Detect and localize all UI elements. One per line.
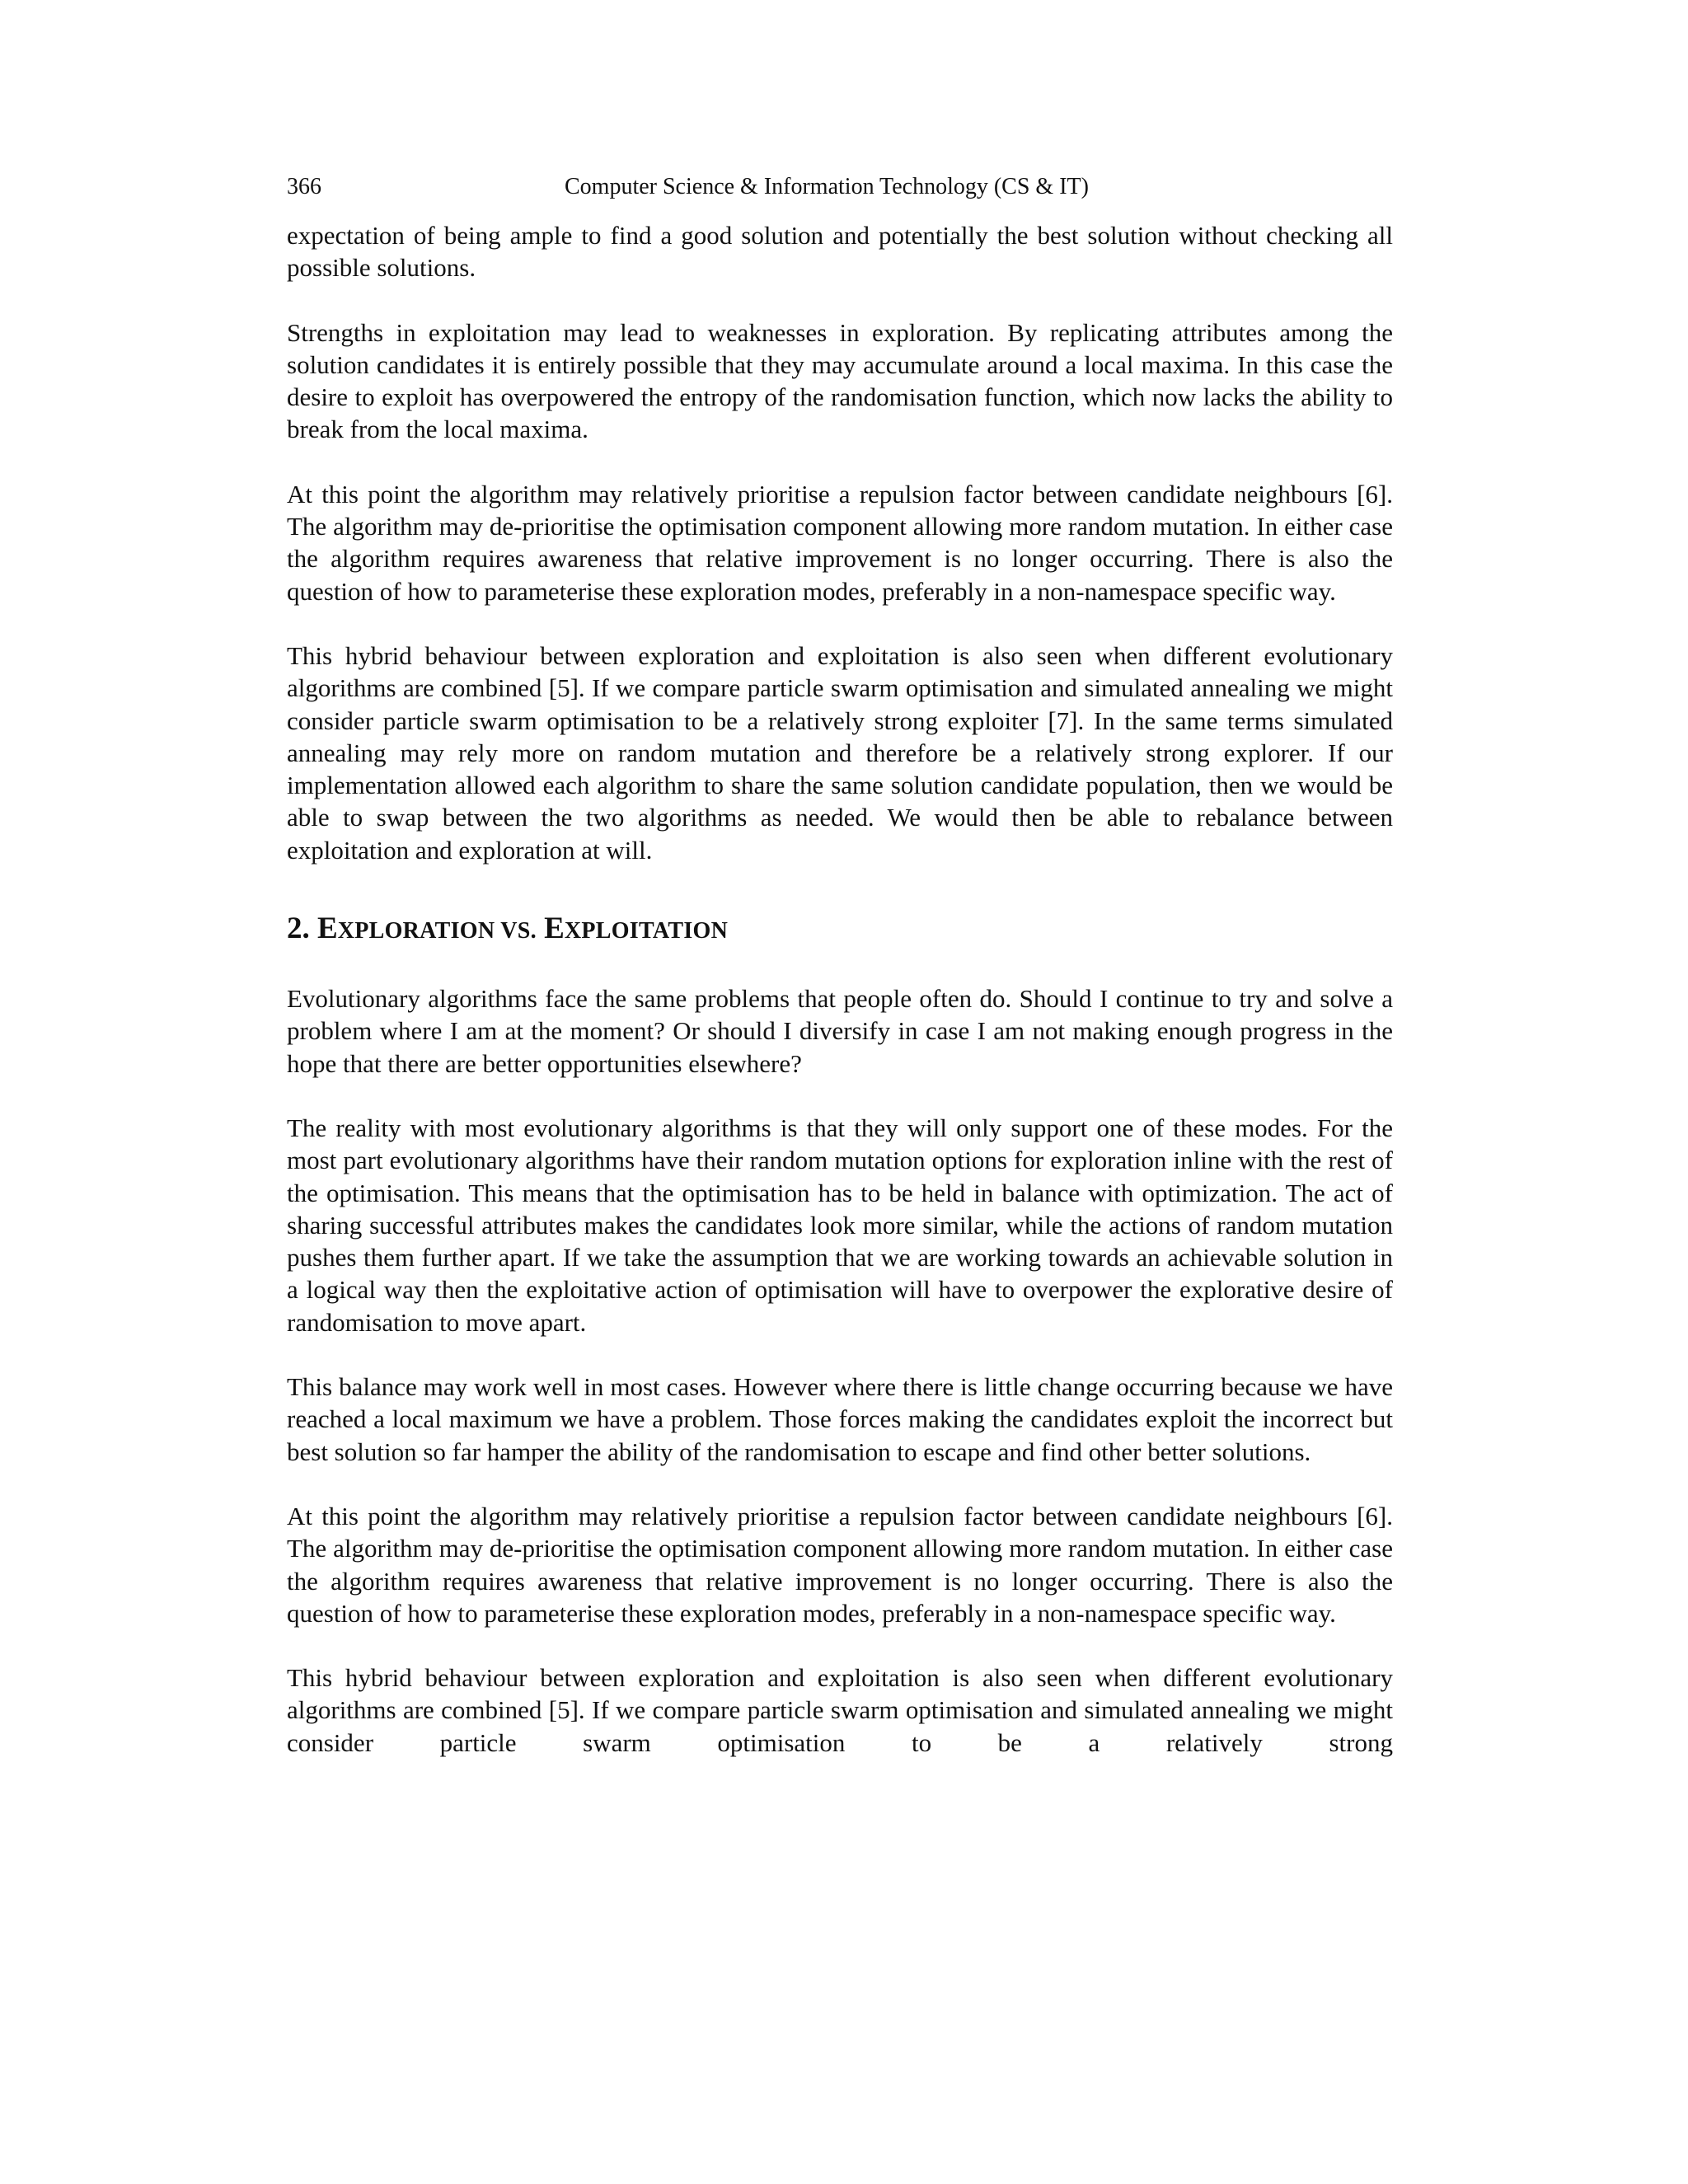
paragraph-intro-2: Strengths in exploitation may lead to weaknesses in exploration. By replicating attributes among the solution candidates it is entirely possible that they may accumulate around a local maxima. In this case the desire to exploit has overpowered the entropy of the randomisation function, which now lacks the ability to break from the local maxima.	[287, 317, 1393, 444]
paragraph-section-5: This hybrid behaviour between exploration and exploitation is also seen when different evolutionary algorithms are combined [5]. If we compare particle swarm optimisation and simulated annealing we might consider particle swarm optimisation to be a relatively strong	[287, 1663, 1393, 1757]
section-number: 2.	[287, 912, 310, 946]
paragraph-section-3: This balance may work well in most cases. However where there is little change occurring because we have reached a local maximum we have a problem. Those forces making the candidates exploit the incorrect but best solution so far hamper the ability of the randomisation to escape and find other better solutions.	[287, 1372, 1393, 1466]
page-number: 366	[287, 174, 321, 199]
running-header	[287, 170, 1393, 204]
paragraph-intro-1: expectation of being ample to find a good solution and potentially the best solution without checking all possible solutions.	[287, 221, 1393, 283]
paragraph-intro-4: This hybrid behaviour between exploration and exploitation is also seen when different evolutionary algorithms are combined [5]. If we compare particle swarm optimisation and simulated annealing we might consider particle swarm optimisation to be a relatively strong exploiter [7]. In the same terms simulated annealing may rely more on random mutation and therefore be a relatively strong explorer. If our implementation allowed each algorithm to share the same solution candidate population, then we would be able to swap between the two algorithms as needed. We would then be able to rebalance between exploitation and exploration at will.	[287, 640, 1393, 865]
journal-title: Computer Science & Information Technology (CS & IT)	[565, 174, 1089, 199]
paragraph-section-4: At this point the algorithm may relatively prioritise a repulsion factor between candidate neighbours [6]. The algorithm may de-prioritise the optimisation component allowing more random mutation. In either case the algorithm requires awareness that relative improvement is no longer occurring. There is also the question of how to parameterise these exploration modes, preferably in a non-namespace specific way.	[287, 1501, 1393, 1628]
page-content	[287, 170, 1393, 1759]
heading-rest-2: XPLOITATION	[564, 918, 729, 944]
paragraph-intro-3: At this point the algorithm may relatively prioritise a repulsion factor between candidate neighbours [6]. The algorithm may de-prioritise the optimisation component allowing more random mutation. In either case the algorithm requires awareness that relative improvement is no longer occurring. There is also the question of how to parameterise these exploration modes, preferably in a non-namespace specific way.	[287, 479, 1393, 606]
paragraph-section-2: The reality with most evolutionary algorithms is that they will only support one of these modes. For the most part evolutionary algorithms have their random mutation options for exploration inline with the rest of the optimisation. This means that the optimisation has to be held in balance with optimization. The act of sharing successful attributes makes the candidates look more similar, while the actions of random mutation pushes them further apart. If we take the assumption that we are working towards an achievable solution in a logical way then the exploitative action of optimisation will have to overpower the explorative desire of randomisation to move apart.	[287, 1113, 1393, 1337]
section-heading	[287, 909, 1393, 951]
paragraph-section-1: Evolutionary algorithms face the same problems that people often do. Should I continue to try and solve a problem where I am at the moment? Or should I diversify in case I am not making enough progress in the hope that there are better opportunities elsewhere?	[287, 984, 1393, 1078]
heading-initial-1: E	[317, 912, 338, 946]
heading-initial-2: E	[544, 912, 565, 946]
heading-rest-1: XPLORATION VS.	[337, 918, 537, 944]
